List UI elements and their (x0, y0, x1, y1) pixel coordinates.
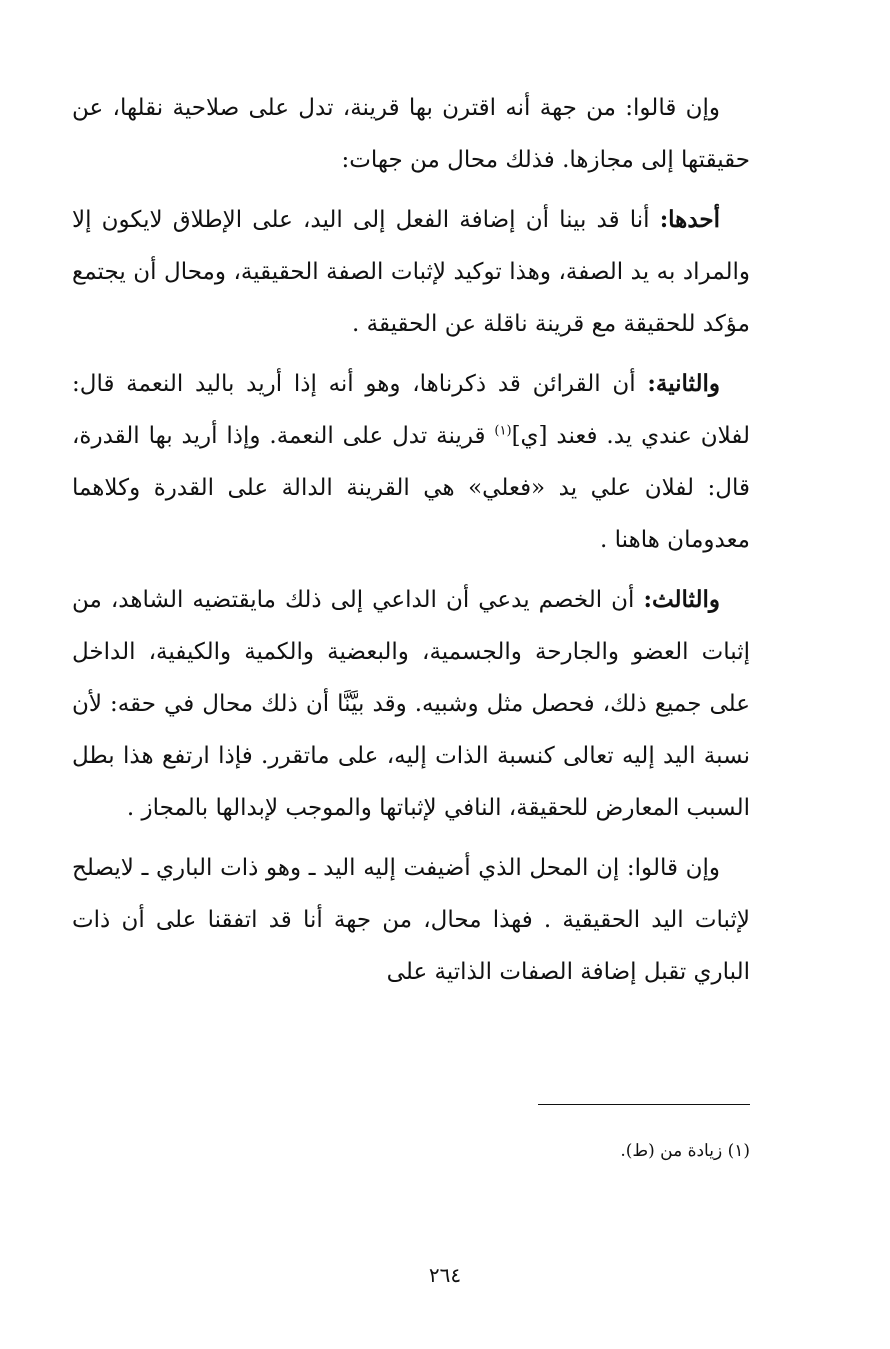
paragraph-objection (72, 842, 750, 998)
paragraph-text: وإن قالوا: من جهة أنه اقترن بها قرينة، تدل على صلاحية نقلها، عن حقيقتها إلى مجازها. فذلك محال من جهات: (72, 95, 750, 173)
paragraph-intro (72, 82, 750, 186)
paragraph-lead: والثالث: (643, 586, 720, 613)
paragraph-second-point (72, 358, 750, 566)
paragraph-text: أنا قد بينا أن إضافة الفعل إلى اليد، على الإطلاق لايكون إلا والمراد به يد الصفة، وهذا توكيد لإثبات الصفة الحقيقية، ومحال أن يجتمع مؤكد للحقيقة مع قرينة ناقلة عن الحقيقة . (72, 207, 750, 337)
paragraph-text-continued: قرينة تدل على النعمة. وإذا أريد بها القدرة، قال: لفلان علي يد «فعلي» هي القرينة الدالة على القدرة وكلاهما معدومان هاهنا . (72, 423, 750, 553)
paragraph-lead: والثانية: (647, 370, 720, 397)
paragraph-lead: أحدها: (659, 206, 720, 233)
paragraph-text: أن القرائن قد ذكرناها، وهو أنه إذا أريد باليد النعمة قال: لفلان عندي يد. فعند [ي] (72, 371, 750, 449)
footnote-marker: (١) (494, 423, 512, 439)
paragraph-text: أن الخصم يدعي أن الداعي إلى ذلك مايقتضيه الشاهد، من إثبات العضو والجارحة والجسمية، والبعضية والكمية والكيفية، الداخل على جميع ذلك، فحصل مثل وشبيه. وقد بيَّنَّا أن ذلك محال في حقه: لأن نسبة اليد إليه تعالى كنسبة الذات إليه، على ماتقرر. فإذا ارتفع هذا بطل السبب المعارض للحقيقة، النافي لإثباتها والموجب لإبدالها بالمجاز . (72, 587, 750, 821)
page-number: ٢٦٤ (428, 1263, 462, 1287)
main-text (72, 82, 750, 1006)
paragraph-first-point (72, 194, 750, 350)
footnote: (١) زيادة من (ط). (620, 1141, 750, 1161)
paragraph-text: وإن قالوا: إن المحل الذي أضيفت إليه اليد ـ وهو ذات الباري ـ لايصلح لإثبات اليد الحقيقية . فهذا محال، من جهة أنا قد اتفقنا على أن ذات الباري تقبل إضافة الصفات الذاتية على (72, 855, 750, 985)
paragraph-third-point (72, 574, 750, 834)
footnote-separator (538, 1104, 750, 1105)
